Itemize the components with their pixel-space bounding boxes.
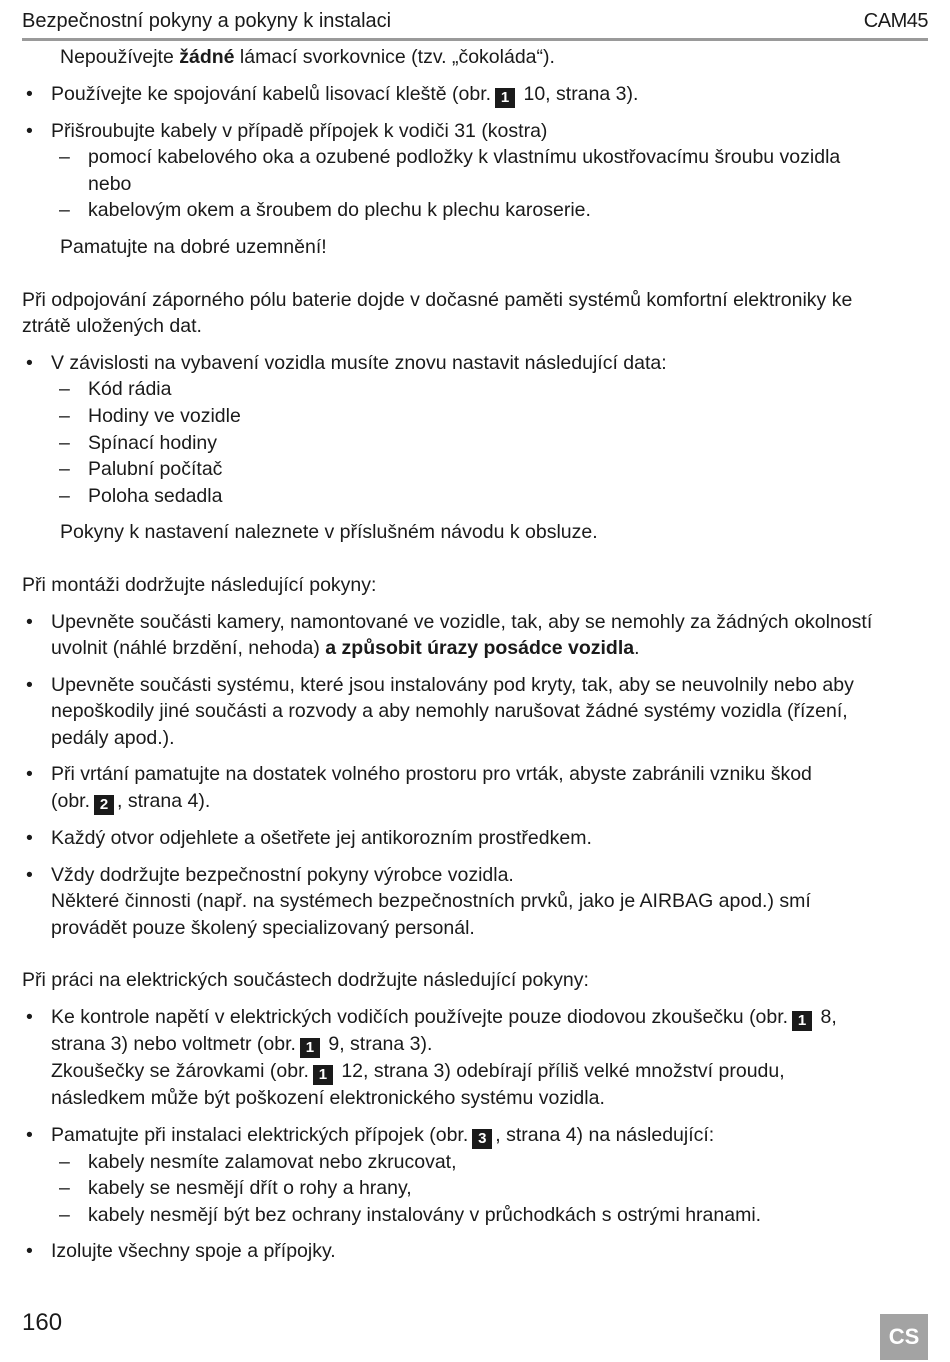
- figure-reference: 1: [792, 1011, 812, 1031]
- text: Palubní počítač: [88, 458, 223, 481]
- paragraph: Při odpojování záporného pólu baterie dojde v dočasné paměti systémů komfortní elektroniky ke: [22, 288, 853, 311]
- text: , strana 4) na následující:: [495, 1123, 715, 1146]
- text: Kód rádia: [88, 378, 172, 401]
- page-number: 160: [22, 1309, 63, 1336]
- list-item-continuation: [22, 788, 932, 815]
- paragraph-continuation: ztrátě uložených dat.: [22, 315, 202, 338]
- text: V závislosti na vybavení vozidla musíte znovu nastavit následující data:: [51, 351, 667, 374]
- sub-list-item: [22, 1202, 932, 1229]
- figure-reference: 1: [300, 1038, 320, 1058]
- text: Přišroubujte kabely v případě přípojek k vodiči 31 (kostra): [51, 119, 548, 142]
- list-item: [22, 1122, 932, 1149]
- dash-icon: –: [59, 1150, 70, 1173]
- bold-text: a způsobit úrazy posádce vozidla: [325, 637, 635, 660]
- text: Vždy dodržujte bezpečnostní pokyny výrobce vozidla.: [51, 863, 514, 886]
- bullet-icon: •: [26, 863, 33, 886]
- text: Nepoužívejte: [60, 46, 180, 68]
- text: Upevněte součásti kamery, namontované ve vozidle, tak, aby se nemohly za žádných okolností: [51, 610, 873, 633]
- text: .: [634, 637, 640, 660]
- text: Každý otvor odjehlete a ošetřete jej antikorozním prostředkem.: [51, 827, 592, 850]
- text: Ke kontrole napětí v elektrických vodičích používejte pouze diodovou zkoušečku (obr.: [51, 1006, 789, 1029]
- list-item: [22, 1238, 932, 1265]
- sub-list-item: [22, 1149, 932, 1176]
- figure-reference: 2: [94, 795, 114, 815]
- note: Pokyny k nastavení naleznete v příslušném návodu k obsluze.: [60, 521, 598, 544]
- text: 10, strana 3).: [518, 82, 639, 105]
- sub-list-item: [22, 483, 932, 510]
- list-item-continuation: [22, 1031, 932, 1058]
- list-item: [22, 672, 932, 699]
- list-item: [22, 609, 932, 636]
- product-name: CAM45: [863, 10, 928, 32]
- language-tab: CS: [880, 1314, 928, 1360]
- bullet-icon: •: [26, 1123, 33, 1146]
- bullet-icon: •: [26, 82, 33, 105]
- list-item: [22, 118, 932, 145]
- list-item-continuation: pedály apod.).: [51, 726, 175, 749]
- dash-icon: –: [59, 458, 70, 481]
- page-header: [22, 8, 928, 41]
- bullet-icon: •: [26, 351, 33, 374]
- sub-list-item: [22, 144, 932, 171]
- text: Hodiny ve vozidle: [88, 404, 241, 427]
- text: kabely nesmíte zalamovat nebo zkrucovat,: [88, 1150, 457, 1173]
- bullet-icon: •: [26, 1240, 33, 1263]
- figure-reference: 3: [472, 1129, 492, 1149]
- text: 12, strana 3) odebírají příliš velké množství proudu,: [335, 1060, 785, 1083]
- dash-icon: –: [59, 199, 70, 222]
- section-title: Bezpečnostní pokyny a pokyny k instalaci: [22, 10, 392, 32]
- paragraph: Při práci na elektrických součástech dodržujte následující pokyny:: [22, 969, 589, 992]
- list-item-continuation: provádět pouze školený specializovaný personál.: [51, 916, 475, 939]
- list-item-continuation: nepoškodily jiné součásti a rozvody a aby nemohly narušovat žádné systémy vozidla (řízení,: [51, 700, 848, 723]
- dash-icon: –: [59, 1203, 70, 1226]
- note: Pamatujte na dobré uzemnění!: [60, 235, 327, 258]
- dash-icon: –: [59, 146, 70, 169]
- text: 9, strana 3).: [322, 1033, 433, 1056]
- paragraph: [22, 44, 932, 71]
- text: kabely nesmějí být bez ochrany instalovány v průchodkách s ostrými hranami.: [88, 1203, 762, 1226]
- text: 8,: [815, 1006, 837, 1029]
- text: uvolnit (náhlé brzdění, nehoda): [51, 637, 326, 660]
- text: Poloha sedadla: [88, 484, 223, 507]
- text: Upevněte součásti systému, které jsou instalovány pod kryty, tak, aby se neuvolnily nebo aby: [51, 673, 854, 696]
- dash-icon: –: [59, 1177, 70, 1200]
- list-item: [22, 825, 932, 852]
- page-content: [22, 44, 932, 1265]
- sub-list-item: [22, 403, 932, 430]
- bullet-icon: •: [26, 763, 33, 786]
- dash-icon: –: [59, 431, 70, 454]
- list-item: [22, 1004, 932, 1031]
- list-item-continuation: následkem může být poškození elektronického systému vozidla.: [51, 1087, 605, 1110]
- bullet-icon: •: [26, 1006, 33, 1029]
- dash-icon: –: [59, 378, 70, 401]
- bullet-icon: •: [26, 610, 33, 633]
- list-item: [22, 350, 932, 377]
- dash-icon: –: [59, 404, 70, 427]
- list-item-continuation: Některé činnosti (např. na systémech bezpečnostních prvků, jako je AIRBAG apod.) smí: [51, 890, 811, 913]
- sub-list-item: [22, 456, 932, 483]
- text: Pamatujte při instalaci elektrických přípojek (obr.: [51, 1123, 469, 1146]
- figure-reference: 1: [495, 88, 515, 108]
- bullet-icon: •: [26, 673, 33, 696]
- list-item: [22, 761, 932, 788]
- bold-text: žádné: [179, 46, 235, 68]
- text: (obr.: [51, 790, 91, 813]
- bullet-icon: •: [26, 119, 33, 142]
- text: Spínací hodiny: [88, 431, 218, 454]
- text: kabelovým okem a šroubem do plechu k plechu karoserie.: [88, 199, 591, 222]
- text: lámací svorkovnice (tzv. „čokoláda“).: [234, 46, 555, 68]
- sub-list-item: [22, 430, 932, 457]
- list-item: [22, 862, 932, 889]
- list-item-continuation: [22, 635, 932, 662]
- text: Při vrtání pamatujte na dostatek volného prostoru pro vrták, abyste zabránili vzniku škod: [51, 763, 812, 786]
- bullet-icon: •: [26, 827, 33, 850]
- sub-list-item: [22, 197, 932, 224]
- text: Používejte ke spojování kabelů lisovací kleště (obr.: [51, 82, 492, 105]
- text: strana 3) nebo voltmetr (obr.: [51, 1033, 296, 1056]
- text: pomocí kabelového oka a ozubené podložky k vlastnímu ukostřovacímu šroubu vozidla: [88, 146, 841, 169]
- text: , strana 4).: [117, 790, 211, 813]
- list-item: [22, 81, 932, 108]
- sub-list-item-continuation: nebo: [88, 172, 132, 195]
- list-item-continuation: [22, 1058, 932, 1085]
- dash-icon: –: [59, 484, 70, 507]
- figure-reference: 1: [313, 1065, 333, 1085]
- sub-list-item: [22, 1175, 932, 1202]
- text: kabely se nesmějí dřít o rohy a hrany,: [88, 1177, 412, 1200]
- paragraph: Při montáži dodržujte následující pokyny:: [22, 573, 377, 596]
- text: Izolujte všechny spoje a přípojky.: [51, 1240, 336, 1263]
- text: Zkoušečky se žárovkami (obr.: [51, 1060, 309, 1083]
- sub-list-item: [22, 376, 932, 403]
